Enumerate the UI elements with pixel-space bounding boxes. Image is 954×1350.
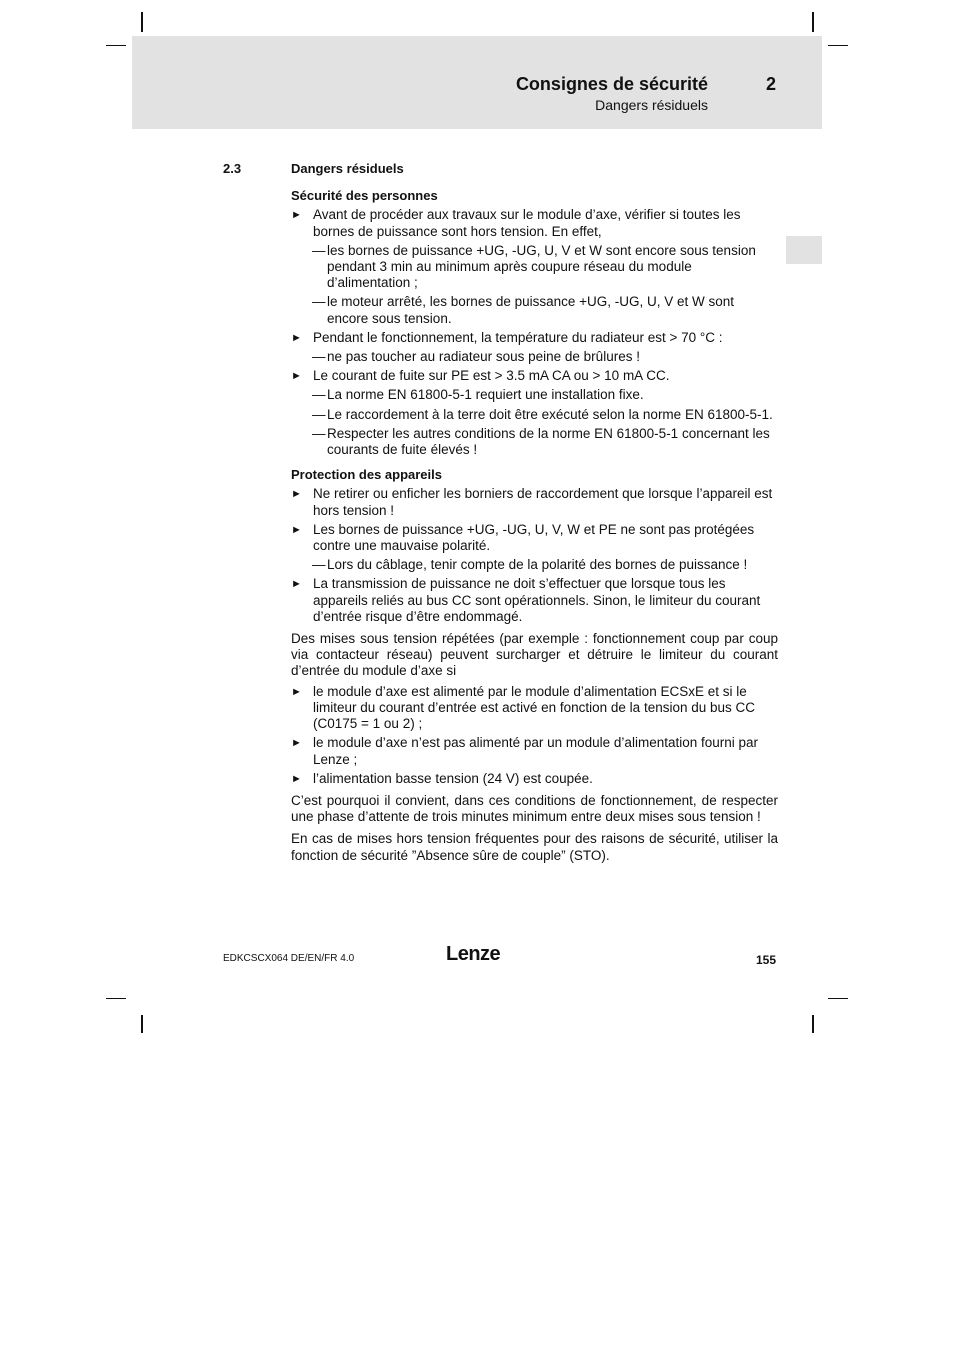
paragraph: Des mises sous tension répétées (par exemple : fonctionnement coup par coup via contacteur réseau) peuvent surcharger et détruire le limiteur du courant d’entrée du module d’axe si (291, 631, 778, 679)
section-number: 2.3 (223, 161, 242, 176)
section-title: Dangers résiduels (291, 161, 404, 176)
crop-mark (828, 998, 848, 999)
crop-mark (141, 1015, 143, 1033)
lenze-logo: Lenze (446, 943, 501, 965)
dash-icon: — (312, 387, 326, 403)
dash-icon: — (312, 349, 326, 365)
list-item-text: La transmission de puissance ne doit s’effectuer que lorsque tous les appareils reliés au bus CC sont opérationnels. Sinon, le limiteur du courant d’entrée risque d’être endommagé. (313, 576, 761, 624)
chapter-title: Consignes de sécurité (515, 74, 708, 94)
crop-mark (141, 12, 143, 32)
sub-list-item-text: ne pas toucher au radiateur sous peine de brûlures ! (327, 349, 640, 365)
sub-list-item-text: le moteur arrêté, les bornes de puissance +UG, -UG, U, V et W sont encore sous tension. (327, 294, 735, 326)
sub-list-item (291, 349, 778, 365)
subheading-persons: Sécurité des personnes (291, 188, 438, 204)
crop-mark (106, 998, 126, 999)
list-item (291, 486, 778, 518)
sub-list-item (291, 243, 778, 292)
paragraph: En cas de mises hors tension fréquentes pour des raisons de sécurité, utiliser la fonction de sécurité ”Absence sûre de couple” (STO). (291, 831, 778, 863)
crop-mark (106, 45, 126, 46)
sub-list-item-text: Respecter les autres conditions de la norme EN 61800-5-1 concernant les courants de fuite élevés ! (327, 425, 770, 458)
crop-mark (812, 12, 814, 32)
bullet-arrow-icon: ► (291, 772, 302, 785)
chapter-side-tab (786, 236, 822, 264)
list-item (291, 207, 778, 239)
list-item (291, 735, 778, 767)
list-item (291, 368, 778, 384)
bullet-arrow-icon: ► (291, 209, 302, 222)
bullet-arrow-icon: ► (291, 370, 302, 383)
paragraph: C’est pourquoi il convient, dans ces conditions de fonctionnement, de respecter une phase d’attente de trois minutes minimum entre deux mises sous tension ! (291, 792, 778, 825)
crop-mark (828, 45, 848, 46)
header-band (132, 36, 822, 129)
sub-list-item-text: Le raccordement à la terre doit être exécuté selon la norme EN 61800-5-1. (327, 406, 773, 422)
dash-icon: — (312, 406, 326, 422)
list-item-text: l’alimentation basse tension (24 V) est coupée. (313, 770, 593, 786)
bullet-arrow-icon: ► (291, 737, 302, 750)
list-item-text: Le courant de fuite sur PE est > 3.5 mA CA ou > 10 mA CC. (313, 368, 670, 384)
list-item-text: le module d’axe n’est pas alimenté par un module d’alimentation fourni par Lenze ; (313, 735, 759, 767)
document-code: EDKCSCX064 DE/EN/FR 4.0 (223, 953, 355, 964)
list-item (291, 684, 778, 733)
list-item (291, 576, 778, 625)
dash-icon: — (312, 294, 326, 310)
bullet-arrow-icon: ► (291, 488, 302, 501)
chapter-number: 2 (766, 74, 777, 94)
dash-icon: — (312, 425, 326, 441)
sub-list-item (291, 294, 778, 326)
dash-icon: — (312, 557, 326, 573)
sub-list-item (291, 557, 778, 573)
list-item-text: Ne retirer ou enficher les borniers de raccordement que lorsque l’appareil est hors tension ! (313, 486, 773, 518)
chapter-subtitle: Dangers résiduels (595, 97, 708, 113)
sub-list-item (291, 426, 778, 458)
sub-list-item-text: Lors du câblage, tenir compte de la polarité des bornes de puissance ! (327, 557, 748, 573)
sub-list-item-text: les bornes de puissance +UG, -UG, U, V et W sont encore sous tension pendant 3 min au minimum après coupure réseau du module d’alimentation ; (327, 242, 756, 291)
page-content (291, 161, 778, 868)
list-item (291, 330, 778, 346)
bullet-arrow-icon: ► (291, 578, 302, 591)
list-item (291, 522, 778, 554)
page-number: 155 (755, 953, 776, 967)
list-item (291, 771, 778, 787)
list-item-text: Pendant le fonctionnement, la température du radiateur est > 70 °C : (313, 329, 723, 345)
sub-list-item (291, 387, 778, 403)
list-item-text: Les bornes de puissance +UG, -UG, U, V, W et PE ne sont pas protégées contre une mauvaise polarité. (313, 521, 755, 554)
crop-mark (812, 1015, 814, 1033)
list-item-text: le module d’axe est alimenté par le module d’alimentation ECSxE et si le limiteur du courant d’entrée est activé en fonction de la tension du bus CC (C0175 = 1 ou 2) ; (313, 683, 756, 732)
dash-icon: — (312, 242, 326, 258)
list-item-text: Avant de procéder aux travaux sur le module d’axe, vérifier si toutes les bornes de puissance sont hors tension. En effet, (313, 207, 741, 239)
bullet-arrow-icon: ► (291, 331, 302, 344)
sub-list-item (291, 407, 778, 423)
sub-list-item-text: La norme EN 61800-5-1 requiert une installation fixe. (327, 387, 644, 403)
bullet-arrow-icon: ► (291, 523, 302, 536)
subheading-devices: Protection des appareils (291, 467, 442, 483)
bullet-arrow-icon: ► (291, 685, 302, 698)
